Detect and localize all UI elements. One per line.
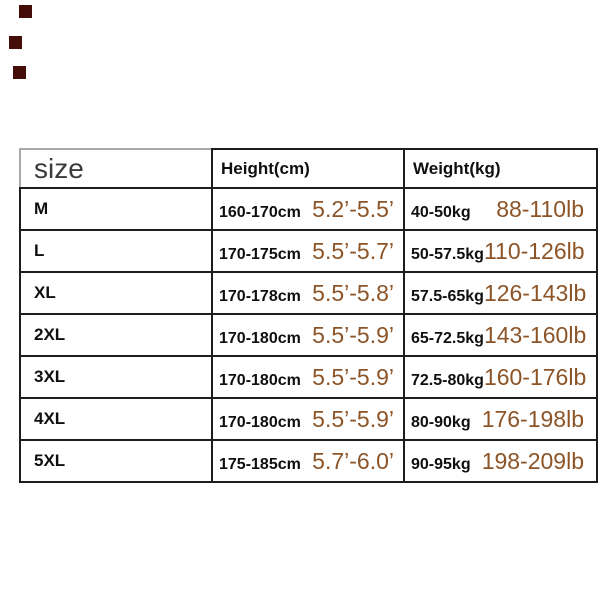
size-label: L xyxy=(20,230,212,272)
weight-kg-value: 65-72.5kg xyxy=(411,329,484,347)
weight-lb-value: 126-143lb xyxy=(483,279,587,306)
weight-lb-value: 88-110lb xyxy=(496,195,584,222)
table-row xyxy=(20,398,597,440)
height-ft-value: 5.5’-5.8’ xyxy=(312,279,394,306)
weight-lb-value: 198-209lb xyxy=(481,447,584,474)
weight-lb-value: 110-126lb xyxy=(483,237,585,264)
size-label: XL xyxy=(20,272,212,314)
height-cm-value: 170-180cm xyxy=(219,371,301,389)
table-row xyxy=(20,272,597,314)
weight-kg-value: 80-90kg xyxy=(411,413,471,431)
column-header-size: size xyxy=(20,149,212,188)
height-cm-value: 175-185cm xyxy=(219,455,301,473)
weight-kg-value: 50-57.5kg xyxy=(411,245,484,263)
weight-kg-value: 40-50kg xyxy=(411,203,471,221)
size-label: 5XL xyxy=(20,440,212,482)
table-row xyxy=(20,356,597,398)
height-ft-value: 5.2’-5.5’ xyxy=(312,195,394,222)
weight-kg-value: 72.5-80kg xyxy=(411,371,484,389)
height-ft-value: 5.5’-5.9’ xyxy=(312,321,394,348)
color-swatch xyxy=(9,36,22,49)
weight-kg-value: 57.5-65kg xyxy=(411,287,484,305)
size-chart-table xyxy=(19,148,598,483)
table-row xyxy=(20,188,597,230)
height-ft-value: 5.5’-5.9’ xyxy=(312,363,394,390)
size-label: 2XL xyxy=(20,314,212,356)
height-ft-value: 5.5’-5.7’ xyxy=(312,237,394,264)
table-row xyxy=(20,314,597,356)
height-cm-value: 170-180cm xyxy=(219,413,301,431)
weight-kg-value: 90-95kg xyxy=(411,455,471,473)
weight-lb-value: 160-176lb xyxy=(483,363,587,390)
header-row xyxy=(20,149,597,188)
size-label: 4XL xyxy=(20,398,212,440)
height-cm-value: 170-178cm xyxy=(219,287,301,305)
table-row xyxy=(20,230,597,272)
size-label: M xyxy=(20,188,212,230)
height-ft-value: 5.5’-5.9’ xyxy=(312,405,394,432)
color-swatch xyxy=(19,5,32,18)
height-cm-value: 160-170cm xyxy=(219,203,301,221)
weight-lb-value: 176-198lb xyxy=(481,405,584,432)
height-ft-value: 5.7’-6.0’ xyxy=(312,447,394,474)
height-cm-value: 170-180cm xyxy=(219,329,301,347)
table-row xyxy=(20,440,597,482)
column-header-weight: Weight(kg) xyxy=(404,149,597,188)
color-swatch xyxy=(13,66,26,79)
size-label: 3XL xyxy=(20,356,212,398)
height-cm-value: 170-175cm xyxy=(219,245,301,263)
weight-lb-value: 143-160lb xyxy=(483,321,587,348)
column-header-height: Height(cm) xyxy=(212,149,404,188)
